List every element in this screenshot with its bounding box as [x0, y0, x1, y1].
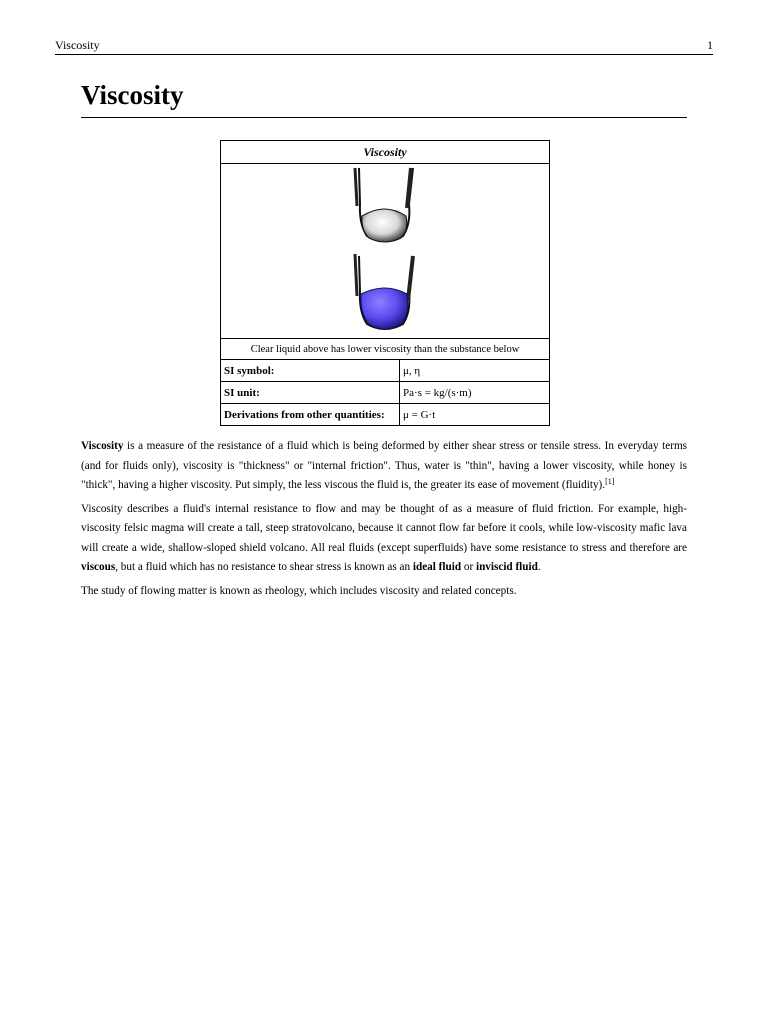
description-text-b: , but a fluid which has no resistance to shear stress is known as an: [115, 561, 413, 573]
term-ideal-fluid: ideal fluid: [412, 561, 462, 573]
si-unit-label: SI unit:: [221, 382, 400, 404]
paragraph-description: [81, 500, 687, 578]
term-viscous: viscous: [81, 561, 116, 573]
page-title: Viscosity: [81, 78, 687, 118]
intro-text: is a measure of the resistance of a fluid which is being deformed by either shear stress or tensile stress. In everyday terms (and for fluids only), viscosity is "thickness" or "internal friction". Thus, water is "thin", having a lower viscosity, while honey is "thick", having a higher viscosity. Put simply, the less viscous the fluid is, the greater its ease of movement (fluidity).: [81, 440, 687, 491]
infobox-caption: Viscosity: [221, 141, 550, 164]
infobox-image-cell: [221, 164, 550, 339]
infobox-row-derivations: [221, 404, 550, 426]
term-inviscid-fluid: inviscid fluid: [475, 561, 538, 573]
paragraph-intro: [81, 437, 687, 496]
viscosity-cups-illustration: [345, 164, 425, 335]
lower-cup-icon: [355, 254, 413, 329]
term-viscosity: Viscosity: [81, 440, 124, 452]
page-number: 1: [707, 38, 713, 52]
infobox-row-si-symbol: [221, 360, 550, 382]
article-body: [81, 437, 687, 605]
infobox-row-si-unit: [221, 382, 550, 404]
infobox: [220, 140, 550, 426]
running-header-title: Viscosity: [55, 38, 100, 52]
si-symbol-label: SI symbol:: [221, 360, 400, 382]
si-symbol-value: μ, η: [400, 360, 550, 382]
si-unit-value: Pa·s = kg/(s·m): [400, 382, 550, 404]
running-header: [55, 38, 713, 55]
description-text-c: or: [461, 561, 476, 573]
upper-cup-icon: [355, 168, 413, 242]
infobox-image-note: Clear liquid above has lower viscosity than the substance below: [221, 339, 550, 360]
derivations-value: μ = G·t: [400, 404, 550, 426]
reference-link-1[interactable]: [1]: [605, 477, 615, 486]
description-text-a: Viscosity describes a fluid's internal resistance to flow and may be thought of as a measure of fluid friction. For example, high-viscosity felsic magma will create a tall, steep stratovolcano, because it cannot flow far before it cools, while low-viscosity mafic lava will create a wide, shallow-sloped shield volcano. All real fluids (except superfluids) have some resistance to stress and therefore are: [81, 502, 687, 554]
description-text-d: .: [537, 561, 541, 573]
derivations-label: Derivations from other quantities:: [221, 404, 400, 426]
paragraph-rheology: The study of flowing matter is known as rheology, which includes viscosity and related concepts.: [81, 584, 517, 597]
